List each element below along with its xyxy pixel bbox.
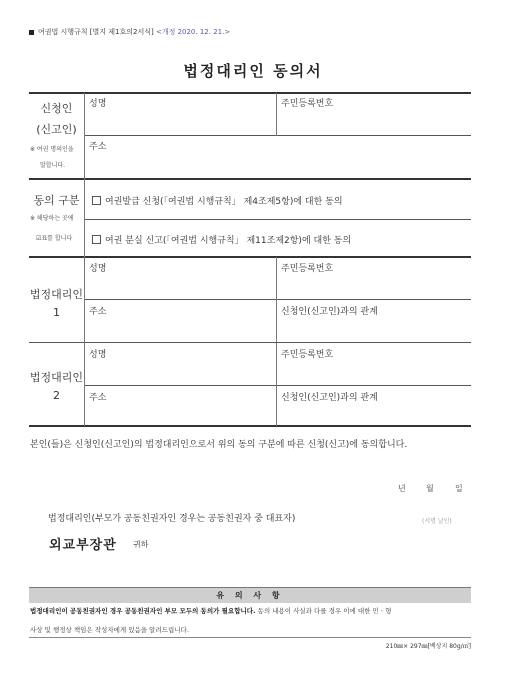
notice-text-line2: 사상 및 행정상 책임은 작성자에게 있음을 알려드립니다. (30, 626, 189, 634)
rep1-address-label: 주소 (89, 307, 107, 317)
seal-note[interactable]: (서명 날인) (422, 518, 452, 525)
applicant-address-label: 주소 (89, 142, 107, 152)
applicant-rrn-label: 주민등록번호 (281, 99, 334, 109)
consent-option-loss-label: 여권 분실 신고(「여권법 시행규칙」 제11조제2항)에 대한 동의 (105, 236, 352, 246)
applicant-note-cont: 말합니다. (40, 162, 66, 169)
rep2-address-label: 주소 (89, 393, 107, 403)
rep1-relation-label: 신청인(신고인)과의 관계 (281, 307, 378, 317)
footer-divider (29, 637, 471, 638)
recipient-minister: 외교부장관 (49, 538, 117, 553)
consent-statement: 본인(들)은 신청인(신고인)의 법정대리인으로서 위의 동의 구분에 따른 신청(신고)에 동의합니다. (30, 440, 408, 450)
applicant-column-divider (276, 93, 277, 136)
rep1-label: 법정대리인 (29, 288, 84, 301)
date-year[interactable]: 년 (398, 484, 406, 493)
date-month[interactable]: 월 (426, 484, 434, 493)
signature-label: 법정대리인(부모가 공동친권자인 경우는 공동친권자 중 대표자) (48, 514, 296, 524)
rep1-rrn-label: 주민등록번호 (281, 264, 334, 274)
square-bullet-icon (29, 30, 34, 35)
consent-option-issue[interactable] (92, 194, 343, 207)
consent-option-loss[interactable] (92, 233, 351, 246)
notice-text (30, 606, 391, 615)
consent-note-cont: ☑표를 합니다 (36, 235, 73, 242)
consent-option-issue-label: 여권발급 신청(「여권법 시행규칙」 제4조제5항)에 대한 동의 (105, 197, 343, 207)
rep1-column-divider (276, 257, 277, 342)
rep1-row-divider (85, 299, 471, 300)
table-top-border (29, 92, 471, 94)
date-day[interactable]: 일 (455, 484, 463, 493)
consent-section-border (29, 256, 471, 258)
notice-bold-text: 법정대리인이 공동친권자인 경우 공동친권자인 부모 모두의 동의가 필요합니다. (30, 607, 256, 615)
consent-label: 동의 구분 (33, 194, 80, 207)
applicant-section-border (29, 178, 471, 180)
applicant-name-label: 성명 (89, 99, 107, 109)
rep2-relation-label: 신청인(신고인)과의 관계 (281, 393, 378, 403)
rep1-number: 1 (53, 306, 60, 319)
paper-spec: 210㎜× 297㎜[백상지 80g/㎡] (385, 643, 471, 650)
table-bottom-border (29, 425, 471, 427)
rep2-name-label: 성명 (89, 350, 107, 360)
rep2-label: 법정대리인 (29, 371, 84, 384)
checkbox-loss[interactable] (92, 235, 101, 244)
applicant-row-divider (85, 135, 471, 136)
applicant-label-sub: (신고인) (36, 123, 77, 136)
rep2-number: 2 (53, 389, 60, 402)
applicant-label: 신청인 (40, 102, 73, 115)
form-title: 법정대리인 동의서 (183, 62, 323, 80)
form-reference: 여권법 시행규칙 [별지 제1호의2서식] (38, 28, 154, 36)
checkbox-issue[interactable] (92, 196, 101, 205)
notice-heading: 유 의 사 항 (29, 587, 471, 603)
revision-date: <개정 2020. 12. 21.> (155, 28, 231, 36)
recipient-honorific: 귀하 (133, 540, 149, 549)
rep2-rrn-label: 주민등록번호 (281, 350, 334, 360)
consent-row-divider (85, 219, 471, 220)
rep2-column-divider (276, 343, 277, 426)
form-header (29, 27, 230, 37)
label-column-divider (84, 93, 85, 426)
rep1-name-label: 성명 (89, 264, 107, 274)
rep1-section-border (29, 342, 471, 343)
rep2-row-divider (85, 385, 471, 386)
consent-note: ※ 해당하는 곳에 (30, 215, 74, 222)
notice-text-cont: 동의 내용이 사실과 다를 경우 이에 대한 민ㆍ형 (255, 607, 392, 615)
applicant-note: ※ 여권 명의인을 (30, 146, 74, 153)
